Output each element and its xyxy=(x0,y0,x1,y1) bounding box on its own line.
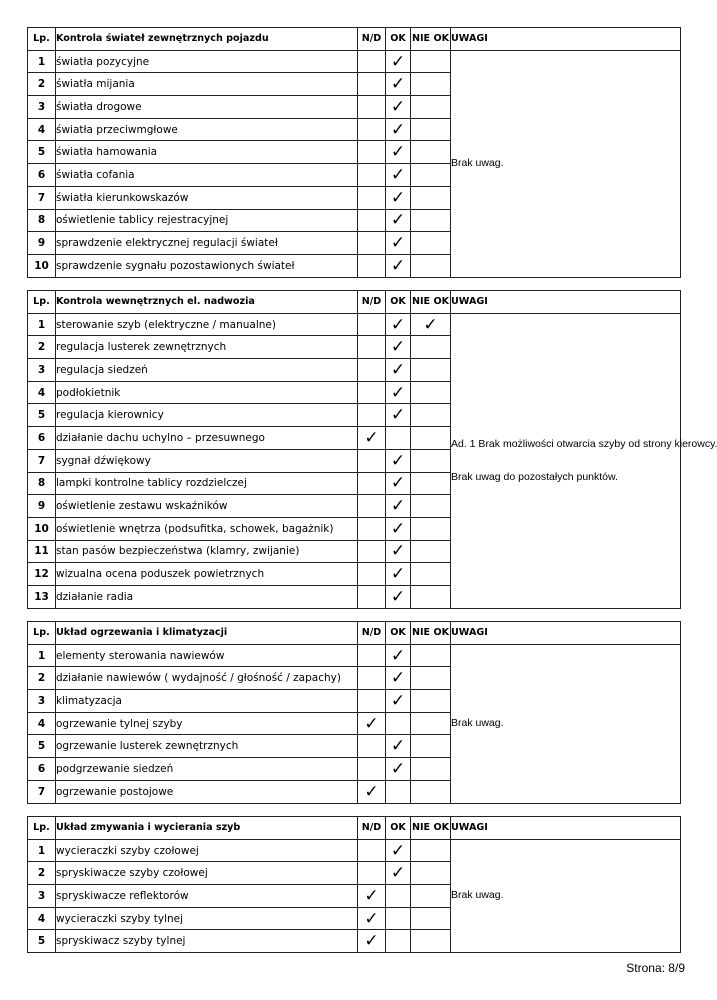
nd-cell xyxy=(358,758,386,781)
item-number: 4 xyxy=(28,907,56,930)
section-header-row xyxy=(28,291,681,314)
checkmark-icon: ✓ xyxy=(390,96,406,117)
item-label: ogrzewanie lusterek zewnętrznych xyxy=(56,735,358,758)
checkmark-icon: ✓ xyxy=(364,908,379,929)
nieok-cell xyxy=(411,758,451,781)
nieok-cell xyxy=(411,50,451,73)
item-label: lampki kontrolne tablicy rozdzielczej xyxy=(56,472,358,495)
nieok-column-header: NIE OK xyxy=(411,817,451,840)
checkmark-icon: ✓ xyxy=(390,473,406,494)
ok-cell xyxy=(386,517,411,540)
ok-cell xyxy=(386,449,411,472)
nieok-cell xyxy=(411,930,451,953)
item-label: światła hamowania xyxy=(56,141,358,164)
nieok-cell xyxy=(411,404,451,427)
item-number: 2 xyxy=(28,862,56,885)
nieok-cell xyxy=(411,690,451,713)
item-number: 4 xyxy=(28,381,56,404)
ok-cell xyxy=(386,585,411,608)
ok-cell xyxy=(386,758,411,781)
ok-cell xyxy=(386,404,411,427)
nd-cell xyxy=(358,585,386,608)
checkmark-icon: ✓ xyxy=(364,931,379,952)
checkmark-icon: ✓ xyxy=(390,450,406,471)
nieok-cell xyxy=(411,96,451,119)
checkmark-icon: ✓ xyxy=(390,564,406,585)
remarks-cell xyxy=(451,313,717,608)
checkmark-icon: ✓ xyxy=(390,382,406,403)
ok-cell xyxy=(386,907,411,930)
ok-cell xyxy=(386,735,411,758)
nd-cell xyxy=(358,563,386,586)
nieok-cell xyxy=(411,907,451,930)
nd-cell xyxy=(358,780,386,803)
remark-text: Brak uwag. xyxy=(451,717,504,730)
ok-cell xyxy=(386,930,411,953)
nieok-column-header: NIE OK xyxy=(411,622,451,645)
item-number: 1 xyxy=(28,313,56,336)
item-number: 7 xyxy=(28,186,56,209)
item-number: 5 xyxy=(28,735,56,758)
item-label: działanie radia xyxy=(56,585,358,608)
checkmark-icon: ✓ xyxy=(390,337,406,358)
item-label: spryskiwacz szyby tylnej xyxy=(56,930,358,953)
item-number: 3 xyxy=(28,690,56,713)
item-label: podgrzewanie siedzeń xyxy=(56,758,358,781)
item-number: 12 xyxy=(28,563,56,586)
item-number: 4 xyxy=(28,712,56,735)
checkmark-icon: ✓ xyxy=(364,427,379,448)
nd-cell xyxy=(358,186,386,209)
item-label: elementy sterowania nawiewów xyxy=(56,644,358,667)
nd-cell xyxy=(358,449,386,472)
checklist-row xyxy=(28,644,681,667)
item-number: 7 xyxy=(28,780,56,803)
lp-header: Lp. xyxy=(28,28,56,51)
ok-cell xyxy=(386,209,411,232)
checkmark-icon: ✓ xyxy=(390,405,406,426)
ok-cell xyxy=(386,667,411,690)
nieok-cell xyxy=(411,780,451,803)
nd-column-header: N/D xyxy=(358,291,386,314)
item-label: regulacja kierownicy xyxy=(56,404,358,427)
item-label: światła drogowe xyxy=(56,96,358,119)
checkmark-icon: ✓ xyxy=(390,74,406,95)
ok-cell xyxy=(386,381,411,404)
item-number: 3 xyxy=(28,96,56,119)
nieok-cell xyxy=(411,73,451,96)
item-number: 4 xyxy=(28,118,56,141)
ok-column-header: OK xyxy=(386,291,411,314)
checkmark-icon: ✓ xyxy=(390,690,406,711)
section-header-row xyxy=(28,817,681,840)
checkmark-icon: ✓ xyxy=(390,840,406,861)
item-number: 2 xyxy=(28,73,56,96)
ok-cell xyxy=(386,118,411,141)
item-label: ogrzewanie tylnej szyby xyxy=(56,712,358,735)
nieok-cell xyxy=(411,839,451,862)
nieok-column-header: NIE OK xyxy=(411,28,451,51)
item-number: 1 xyxy=(28,50,56,73)
section-header-row xyxy=(28,28,681,51)
item-number: 9 xyxy=(28,495,56,518)
section-title: Układ zmywania i wycierania szyb xyxy=(56,817,358,840)
checkmark-icon: ✓ xyxy=(390,119,406,140)
nd-cell xyxy=(358,359,386,382)
nd-cell xyxy=(358,381,386,404)
nieok-cell xyxy=(411,449,451,472)
ok-cell xyxy=(386,427,411,450)
nieok-cell xyxy=(411,186,451,209)
nieok-cell xyxy=(411,712,451,735)
item-number: 5 xyxy=(28,141,56,164)
item-label: sygnał dźwiękowy xyxy=(56,449,358,472)
lp-header: Lp. xyxy=(28,291,56,314)
nd-cell xyxy=(358,141,386,164)
nd-cell xyxy=(358,644,386,667)
item-number: 6 xyxy=(28,427,56,450)
nieok-cell xyxy=(411,735,451,758)
nieok-cell xyxy=(411,427,451,450)
nd-cell xyxy=(358,862,386,885)
nd-cell xyxy=(358,404,386,427)
ok-cell xyxy=(386,164,411,187)
checkmark-icon: ✓ xyxy=(364,885,379,906)
item-number: 1 xyxy=(28,644,56,667)
item-number: 6 xyxy=(28,758,56,781)
item-number: 2 xyxy=(28,336,56,359)
checkmark-icon: ✓ xyxy=(364,713,379,734)
nd-cell xyxy=(358,735,386,758)
ok-cell xyxy=(386,495,411,518)
uwagi-column-header: UWAGI xyxy=(451,28,681,51)
section-title: Kontrola wewnętrznych el. nadwozia xyxy=(56,291,358,314)
nd-cell xyxy=(358,472,386,495)
checkmark-icon: ✓ xyxy=(390,541,406,562)
item-label: oświetlenie tablicy rejestracyjnej xyxy=(56,209,358,232)
nieok-cell xyxy=(411,563,451,586)
checkmark-icon: ✓ xyxy=(390,359,406,380)
nd-cell xyxy=(358,517,386,540)
ok-cell xyxy=(386,712,411,735)
item-label: światła cofania xyxy=(56,164,358,187)
nieok-cell xyxy=(411,313,451,336)
item-number: 10 xyxy=(28,254,56,277)
ok-column-header: OK xyxy=(386,817,411,840)
section-table-heating-ac xyxy=(27,621,681,804)
ok-cell xyxy=(386,232,411,255)
nieok-cell xyxy=(411,118,451,141)
item-number: 1 xyxy=(28,839,56,862)
item-label: światła pozycyjne xyxy=(56,50,358,73)
nd-cell xyxy=(358,232,386,255)
item-label: ogrzewanie postojowe xyxy=(56,780,358,803)
nd-cell xyxy=(358,930,386,953)
checkmark-icon: ✓ xyxy=(390,518,406,539)
remark-text: Brak uwag do pozostałych punktów. xyxy=(451,470,618,483)
ok-cell xyxy=(386,885,411,908)
item-number: 9 xyxy=(28,232,56,255)
remark-text: Brak uwag. xyxy=(451,889,504,902)
ok-cell xyxy=(386,50,411,73)
nieok-cell xyxy=(411,585,451,608)
ok-cell xyxy=(386,254,411,277)
item-number: 3 xyxy=(28,885,56,908)
checkmark-icon: ✓ xyxy=(390,863,406,884)
nd-column-header: N/D xyxy=(358,622,386,645)
nieok-cell xyxy=(411,359,451,382)
ok-cell xyxy=(386,563,411,586)
ok-cell xyxy=(386,313,411,336)
nd-cell xyxy=(358,96,386,119)
nieok-cell xyxy=(411,644,451,667)
uwagi-column-header: UWAGI xyxy=(451,622,681,645)
nieok-cell xyxy=(411,209,451,232)
nd-cell xyxy=(358,209,386,232)
ok-cell xyxy=(386,359,411,382)
checkmark-icon: ✓ xyxy=(390,164,406,185)
remarks-cell xyxy=(451,644,681,803)
remarks-cell xyxy=(451,50,681,277)
ok-cell xyxy=(386,690,411,713)
ok-cell xyxy=(386,141,411,164)
nieok-cell xyxy=(411,540,451,563)
section-title: Układ ogrzewania i klimatyzacji xyxy=(56,622,358,645)
remarks-cell xyxy=(451,839,681,952)
nd-cell xyxy=(358,73,386,96)
checkmark-icon: ✓ xyxy=(390,758,406,779)
ok-cell xyxy=(386,839,411,862)
nieok-column-header: NIE OK xyxy=(411,291,451,314)
ok-cell xyxy=(386,336,411,359)
nd-column-header: N/D xyxy=(358,817,386,840)
item-label: spryskiwacze szyby czołowej xyxy=(56,862,358,885)
item-label: światła kierunkowskazów xyxy=(56,186,358,209)
checkmark-icon: ✓ xyxy=(390,496,406,517)
section-table-exterior-lights xyxy=(27,27,681,278)
nd-cell xyxy=(358,336,386,359)
checklist-row xyxy=(28,50,681,73)
nd-column-header: N/D xyxy=(358,28,386,51)
nieok-cell xyxy=(411,495,451,518)
nieok-cell xyxy=(411,885,451,908)
page-number: Strona: 8/9 xyxy=(626,961,685,975)
ok-column-header: OK xyxy=(386,28,411,51)
nd-cell xyxy=(358,50,386,73)
item-number: 6 xyxy=(28,164,56,187)
checkmark-icon: ✓ xyxy=(390,314,406,335)
item-label: światła przeciwmgłowe xyxy=(56,118,358,141)
nieok-cell xyxy=(411,254,451,277)
item-number: 10 xyxy=(28,517,56,540)
checkmark-icon: ✓ xyxy=(390,668,406,689)
ok-cell xyxy=(386,644,411,667)
item-label: podłokietnik xyxy=(56,381,358,404)
nd-cell xyxy=(358,690,386,713)
checklist-row xyxy=(28,313,681,336)
checkmark-icon: ✓ xyxy=(390,736,406,757)
item-label: wycieraczki szyby tylnej xyxy=(56,907,358,930)
checkmark-icon: ✓ xyxy=(364,781,379,802)
item-label: światła mijania xyxy=(56,73,358,96)
ok-cell xyxy=(386,472,411,495)
checkmark-icon: ✓ xyxy=(390,187,406,208)
checkmark-icon: ✓ xyxy=(390,233,406,254)
checkmark-icon: ✓ xyxy=(390,255,406,276)
item-label: klimatyzacja xyxy=(56,690,358,713)
section-table-wipers-washers xyxy=(27,816,681,953)
item-number: 7 xyxy=(28,449,56,472)
checkmark-icon: ✓ xyxy=(390,142,406,163)
item-label: sterowanie szyb (elektryczne / manualne) xyxy=(56,313,358,336)
nd-cell xyxy=(358,907,386,930)
remark-text: Brak uwag. xyxy=(451,157,504,170)
nd-cell xyxy=(358,254,386,277)
nieok-cell xyxy=(411,862,451,885)
nieok-cell xyxy=(411,517,451,540)
nd-cell xyxy=(358,164,386,187)
item-label: oświetlenie zestawu wskaźników xyxy=(56,495,358,518)
checkmark-icon: ✓ xyxy=(423,314,438,335)
nd-cell xyxy=(358,839,386,862)
item-number: 8 xyxy=(28,209,56,232)
item-label: sprawdzenie elektrycznej regulacji świateł xyxy=(56,232,358,255)
item-label: działanie dachu uchylno – przesuwnego xyxy=(56,427,358,450)
checkmark-icon: ✓ xyxy=(390,586,406,607)
lp-header: Lp. xyxy=(28,622,56,645)
nd-cell xyxy=(358,427,386,450)
checkmark-icon: ✓ xyxy=(390,645,406,666)
item-label: regulacja siedzeń xyxy=(56,359,358,382)
item-label: sprawdzenie sygnału pozostawionych świateł xyxy=(56,254,358,277)
item-number: 3 xyxy=(28,359,56,382)
nieok-cell xyxy=(411,336,451,359)
item-label: oświetlenie wnętrza (podsufitka, schowek, bagażnik) xyxy=(56,517,358,540)
nd-cell xyxy=(358,712,386,735)
section-header-row xyxy=(28,622,681,645)
nieok-cell xyxy=(411,164,451,187)
ok-cell xyxy=(386,862,411,885)
ok-cell xyxy=(386,780,411,803)
item-label: działanie nawiewów ( wydajność / głośność / zapachy) xyxy=(56,667,358,690)
nieok-cell xyxy=(411,381,451,404)
nd-cell xyxy=(358,495,386,518)
nieok-cell xyxy=(411,667,451,690)
item-label: wizualna ocena poduszek powietrznych xyxy=(56,563,358,586)
checkmark-icon: ✓ xyxy=(390,210,406,231)
item-number: 11 xyxy=(28,540,56,563)
item-number: 13 xyxy=(28,585,56,608)
section-table-interior-electrics xyxy=(27,290,717,609)
item-number: 2 xyxy=(28,667,56,690)
nieok-cell xyxy=(411,141,451,164)
nieok-cell xyxy=(411,232,451,255)
item-label: spryskiwacze reflektorów xyxy=(56,885,358,908)
nd-cell xyxy=(358,885,386,908)
checklist-row xyxy=(28,839,681,862)
item-label: wycieraczki szyby czołowej xyxy=(56,839,358,862)
ok-cell xyxy=(386,96,411,119)
checkmark-icon: ✓ xyxy=(390,51,406,72)
nd-cell xyxy=(358,667,386,690)
nd-cell xyxy=(358,540,386,563)
nieok-cell xyxy=(411,472,451,495)
uwagi-column-header: UWAGI xyxy=(451,291,681,314)
nd-cell xyxy=(358,118,386,141)
item-number: 5 xyxy=(28,930,56,953)
ok-cell xyxy=(386,540,411,563)
ok-column-header: OK xyxy=(386,622,411,645)
section-title: Kontrola świateł zewnętrznych pojazdu xyxy=(56,28,358,51)
item-label: stan pasów bezpieczeństwa (klamry, zwijanie) xyxy=(56,540,358,563)
remark-text: Ad. 1 Brak możliwości otwarcia szyby od strony kierowcy. xyxy=(451,437,717,450)
item-label: regulacja lusterek zewnętrznych xyxy=(56,336,358,359)
item-number: 8 xyxy=(28,472,56,495)
uwagi-column-header: UWAGI xyxy=(451,817,681,840)
nd-cell xyxy=(358,313,386,336)
item-number: 5 xyxy=(28,404,56,427)
ok-cell xyxy=(386,73,411,96)
lp-header: Lp. xyxy=(28,817,56,840)
ok-cell xyxy=(386,186,411,209)
